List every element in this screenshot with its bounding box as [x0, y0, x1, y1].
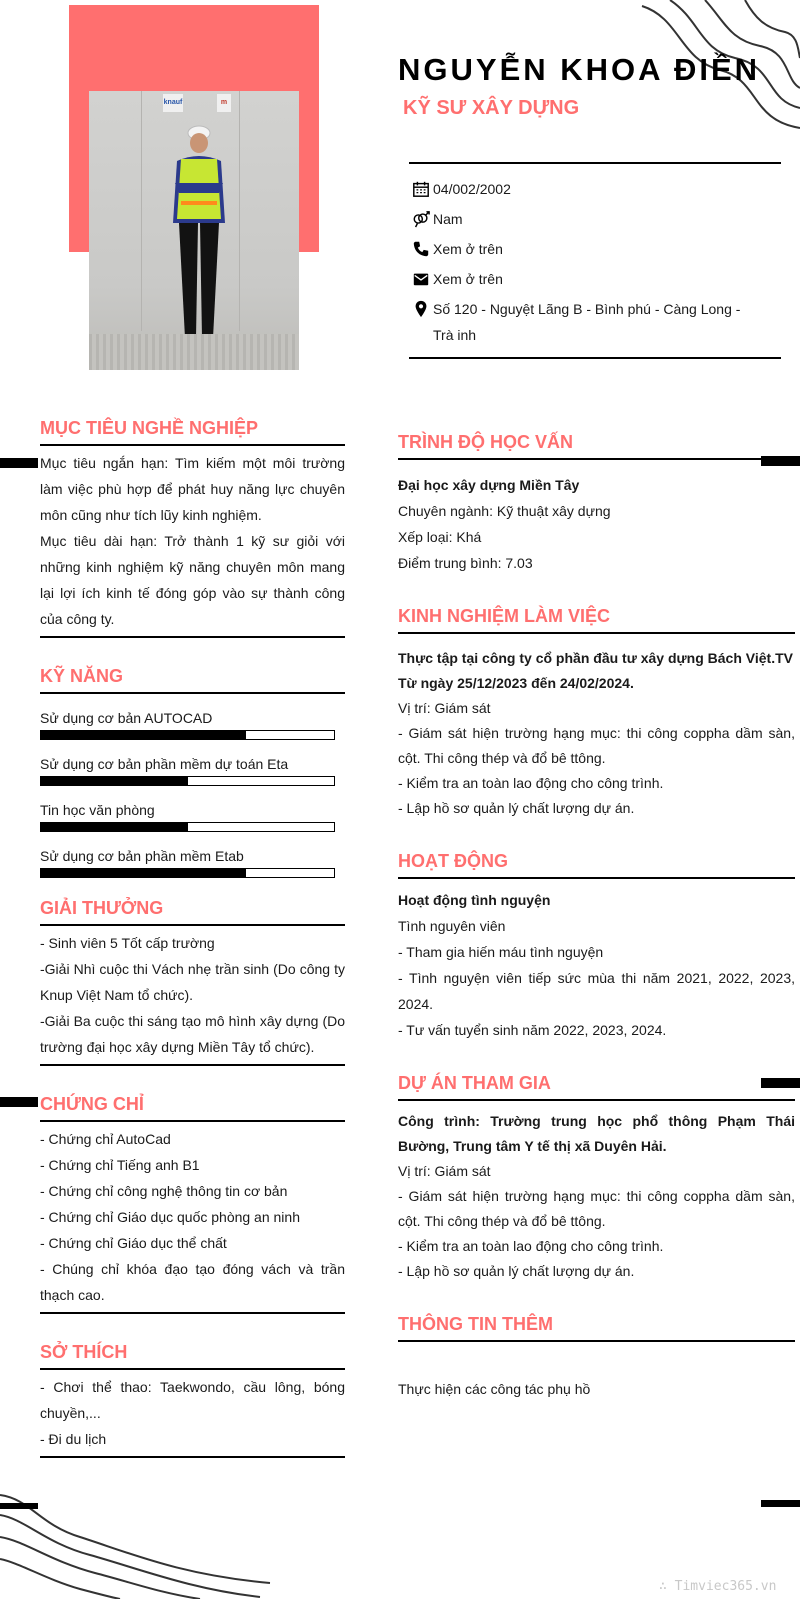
objective-section: [40, 418, 345, 638]
awards-section: [40, 898, 345, 1066]
projects-section: [398, 1073, 795, 1284]
skill-item: [40, 755, 345, 786]
skill-label: Sử dụng cơ bản phần mềm dự toán Eta: [40, 756, 289, 772]
dob-text: 04/002/2002: [433, 181, 511, 197]
right-column: [398, 432, 795, 1402]
skill-label: Sử dụng cơ bản AUTOCAD: [40, 710, 213, 726]
email-icon: [409, 266, 433, 292]
phone-icon: [409, 236, 433, 262]
skill-bar-fill: [41, 731, 246, 739]
skill-label: Sử dụng cơ bản phần mềm Etab: [40, 848, 244, 864]
project-line: - Giám sát hiện trường hạng mục: thi công coppha dầm sàn, cột. Thi công thép và đổ bê ttông.: [398, 1188, 795, 1229]
skills-title: KỸ NĂNG: [40, 666, 345, 694]
award-item: -Giải Ba cuộc thi sáng tạo mô hình xây dựng (Do trường đại học xây dựng Miền Tây tổ chức).: [40, 1013, 345, 1055]
experience-line: Vị trí: Giám sát: [398, 700, 491, 716]
experience-line: - Lập hồ sơ quản lý chất lượng dự án.: [398, 800, 635, 816]
skill-bar: [40, 776, 335, 786]
additional-title: THÔNG TIN THÊM: [398, 1314, 795, 1342]
phone-text: Xem ở trên: [433, 241, 503, 257]
contact-dob: [409, 176, 781, 202]
education-title: TRÌNH ĐỘ HỌC VẤN: [398, 432, 795, 460]
skill-bar-fill: [41, 823, 188, 831]
decor-mark: [0, 458, 38, 468]
certificate-item: - Chứng chỉ AutoCad: [40, 1131, 171, 1147]
certificate-item: - Chúng chỉ khóa đạo tạo đóng vách và trần thạch cao.: [40, 1261, 345, 1303]
skill-bar-fill: [41, 777, 188, 785]
skill-bar: [40, 868, 335, 878]
additional-section: [398, 1314, 795, 1402]
award-item: - Sinh viên 5 Tốt cấp trường: [40, 935, 215, 951]
experience-line: - Giám sát hiện trường hạng mục: thi công coppha dầm sàn, cột. Thi công thép và đổ bê ttông.: [398, 725, 795, 766]
profile-photo: [89, 91, 299, 370]
photo-sign-right: m: [217, 94, 231, 112]
skill-item: [40, 801, 345, 832]
person-figure: [159, 123, 239, 353]
certificates-title: CHỨNG CHỈ: [40, 1094, 345, 1122]
projects-title: DỰ ÁN THAM GIA: [398, 1073, 795, 1101]
certificate-item: - Chứng chỉ Giáo dục thể chất: [40, 1235, 227, 1251]
left-column: [40, 418, 345, 1458]
calendar-icon: [409, 176, 433, 202]
decorative-waves-bottom: [0, 1485, 280, 1599]
objective-title: MỤC TIÊU NGHỀ NGHIỆP: [40, 418, 345, 446]
hobbies-title: SỞ THÍCH: [40, 1342, 345, 1370]
experience-title: KINH NGHIỆM LÀM VIỆC: [398, 606, 795, 634]
gender-icon: [409, 206, 433, 232]
skill-label: Tin học văn phòng: [40, 802, 155, 818]
project-line: - Lập hồ sơ quản lý chất lượng dự án.: [398, 1263, 635, 1279]
education-line: Điểm trung bình: 7.03: [398, 555, 533, 571]
email-text: Xem ở trên: [433, 271, 503, 287]
additional-text: Thực hiện các công tác phụ hồ: [398, 1381, 591, 1397]
experience-line: - Kiểm tra an toàn lao động cho công trình.: [398, 775, 664, 791]
education-line: Chuyên ngành: Kỹ thuật xây dựng: [398, 503, 611, 519]
activity-line: - Tham gia hiến máu tình nguyện: [398, 944, 604, 960]
gender-text: Nam: [433, 211, 463, 227]
hobbies-section: [40, 1342, 345, 1458]
candidate-role: KỸ SƯ XÂY DỰNG: [403, 97, 580, 119]
project-line: Vị trí: Giám sát: [398, 1163, 491, 1179]
activity-line: - Tư vấn tuyển sinh năm 2022, 2023, 2024.: [398, 1022, 667, 1038]
contact-gender: [409, 206, 781, 232]
contact-address: [409, 296, 781, 348]
experience-section: [398, 606, 795, 821]
address-text: Số 120 - Nguyệt Lãng B - Bình phú - Càng Long - Trà inh: [433, 301, 741, 343]
experience-company: Thực tập tại công ty cổ phần đầu tư xây dựng Bách Việt.TV: [398, 650, 793, 666]
awards-title: GIẢI THƯỞNG: [40, 898, 345, 926]
contact-phone: [409, 236, 781, 262]
activity-line: - Tình nguyện viên tiếp sức mùa thi năm 2021, 2022, 2023, 2024.: [398, 970, 795, 1012]
project-line: - Kiểm tra an toàn lao động cho công trình.: [398, 1238, 664, 1254]
certificate-item: - Chứng chỉ Tiếng anh B1: [40, 1157, 200, 1173]
photo-sign-left: knauf: [163, 94, 183, 112]
location-icon: [409, 296, 433, 322]
experience-period: Từ ngày 25/12/2023 đến 24/02/2024.: [398, 675, 634, 691]
activity-line: Tình nguyên viên: [398, 918, 506, 934]
candidate-name: NGUYỄN KHOA ĐIỀN: [398, 52, 761, 87]
award-item: -Giải Nhì cuộc thi Vách nhẹ trần sinh (Do công ty Knup Việt Nam tổ chức).: [40, 961, 345, 1003]
contact-email: [409, 266, 781, 292]
certificates-section: [40, 1094, 345, 1314]
activities-title: HOẠT ĐỘNG: [398, 851, 795, 879]
hobby-item: - Chơi thể thao: Taekwondo, cầu lông, bóng chuyền,...: [40, 1379, 345, 1421]
skill-item: [40, 847, 345, 878]
objective-long: Mục tiêu dài hạn: Trở thành 1 kỹ sư giỏi với những kinh nghiệm kỹ năng chuyên môn mang lại lợi ích kinh tế đóng góp vào sự thành công của công ty.: [40, 533, 345, 627]
education-section: [398, 432, 795, 576]
contact-info: [409, 162, 781, 359]
decor-mark: [761, 1500, 800, 1507]
activities-section: [398, 851, 795, 1043]
skill-item: [40, 709, 345, 740]
decor-mark: [0, 1503, 38, 1509]
certificate-item: - Chứng chỉ công nghệ thông tin cơ bản: [40, 1183, 288, 1199]
skill-bar: [40, 822, 335, 832]
skills-section: [40, 666, 345, 878]
skill-bar: [40, 730, 335, 740]
education-school: Đại học xây dựng Miền Tây: [398, 477, 580, 493]
projects-heading: Công trình: Trường trung học phổ thông Phạm Thái Bường, Trung tâm Y tế thị xã Duyên Hải.: [398, 1113, 795, 1154]
activities-heading: Hoạt động tình nguyện: [398, 892, 551, 908]
certificate-item: - Chứng chỉ Giáo dục quốc phòng an ninh: [40, 1209, 300, 1225]
education-line: Xếp loại: Khá: [398, 529, 482, 545]
skill-bar-fill: [41, 869, 246, 877]
decor-mark: [0, 1097, 38, 1107]
site-watermark: ∴ Timviec365.vn: [659, 1579, 777, 1594]
hobby-item: - Đi du lịch: [40, 1431, 107, 1447]
objective-short: Mục tiêu ngắn hạn: Tìm kiếm một môi trường làm việc phù hợp để phát huy năng lực chuyên môn cũng như tích lũy kinh nghiệm.: [40, 455, 345, 523]
